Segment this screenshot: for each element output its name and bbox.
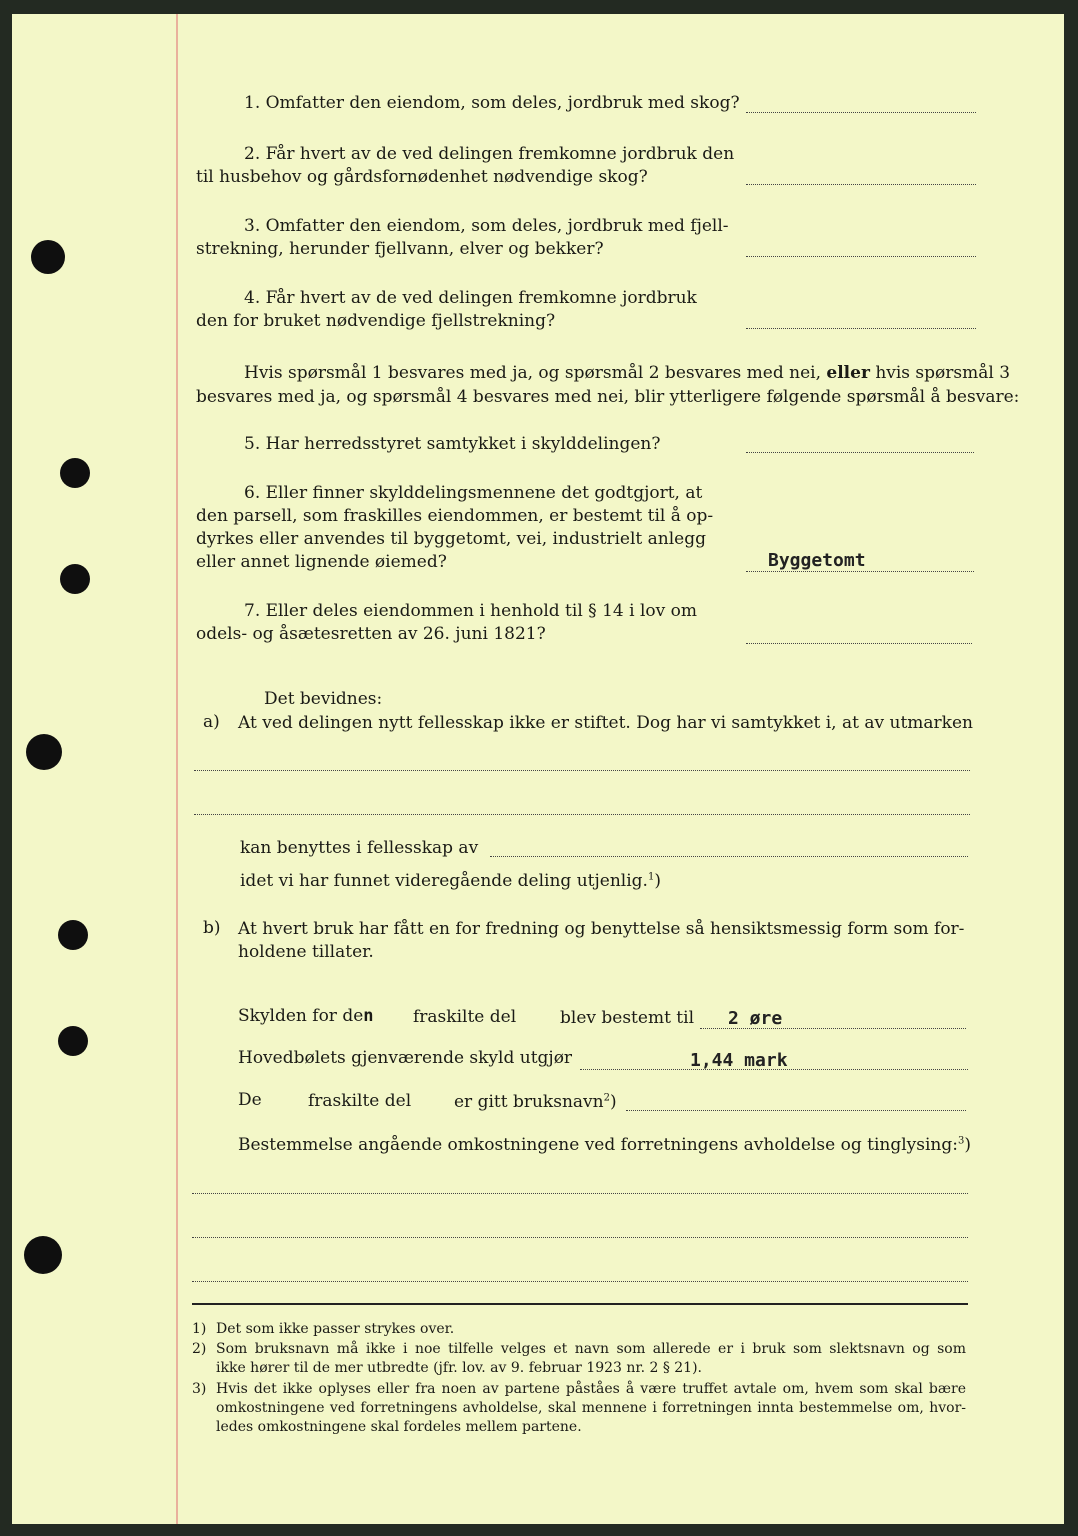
answer-line-q7 bbox=[746, 643, 972, 644]
hovedbol-label: Hovedbølets gjenværende skyld utgjør bbox=[238, 1048, 573, 1068]
question-3-line1: 3. Omfatter den eiendom, som deles, jordbruk med fjell- bbox=[244, 216, 729, 236]
punch-hole bbox=[26, 734, 62, 770]
blank-line-b3 bbox=[192, 1281, 968, 1282]
question-4-line1: 4. Får hvert av de ved delingen fremkomne jordbruk bbox=[244, 288, 697, 308]
footnote-1-line1: Det som ikke passer strykes over. bbox=[216, 1321, 455, 1337]
punch-hole bbox=[58, 1026, 88, 1056]
question-3-line2: strekning, herunder fjellvann, elver og bekker? bbox=[196, 239, 604, 259]
idet-text: idet vi har funnet videregående deling utjenlig.$^1$) bbox=[240, 871, 661, 891]
bruksnavn-label bbox=[454, 1091, 617, 1113]
skyld-hand-n: n bbox=[363, 1006, 374, 1026]
skyld-p1: Skylden for de bbox=[238, 1006, 364, 1026]
skyld-text-2: fraskilte del bbox=[413, 1007, 517, 1027]
question-2-line2: til husbehov og gårdsfornødenhet nødvendige skog? bbox=[196, 167, 648, 187]
hovedbol-value: 1,44 mark bbox=[690, 1050, 788, 1071]
item-b-line1: At hvert bruk har fått en for fredning og benyttelse så hensiktsmessig form som for- bbox=[238, 919, 965, 939]
conditional-bold-eller: eller bbox=[826, 363, 870, 383]
punch-hole bbox=[60, 458, 90, 488]
question-7-line2: odels- og åsætesretten av 26. juni 1821? bbox=[196, 624, 546, 644]
skyld-text-1 bbox=[238, 1005, 374, 1027]
bruksnavn-de: De bbox=[238, 1090, 262, 1110]
punch-hole bbox=[31, 240, 65, 274]
bruksnavn-line bbox=[626, 1110, 966, 1111]
answer-line-q3 bbox=[746, 256, 976, 257]
conditional-text-b: hvis spørsmål 3 bbox=[875, 363, 1011, 383]
answer-line-q2 bbox=[746, 184, 976, 185]
margin-line bbox=[176, 14, 178, 1524]
footnote-3-line3: ledes omkostningene skal fordeles mellem partene. bbox=[216, 1419, 582, 1435]
answer-line-q6 bbox=[746, 571, 974, 572]
bevidnes-heading: Det bevidnes: bbox=[264, 689, 383, 709]
bestemmelse-main: Bestemmelse angående omkostningene ved forretningens avholdelse og tinglysing: bbox=[238, 1135, 958, 1155]
footnote-rule bbox=[192, 1303, 968, 1305]
question-6-line2: den parsell, som fraskilles eiendommen, er bestemt til å op- bbox=[196, 506, 714, 526]
footnote-3-line1: Hvis det ikke oplyses eller fra noen av partene påståes å være truffet avtale om, hvem som skal bære bbox=[216, 1381, 966, 1397]
item-b-label: b) bbox=[203, 918, 221, 938]
skyld-value: 2 øre bbox=[728, 1008, 783, 1029]
question-1: 1. Omfatter den eiendom, som deles, jordbruk med skog? bbox=[244, 93, 740, 113]
blank-line-b1 bbox=[192, 1193, 968, 1194]
bruksnavn-sup: 2 bbox=[603, 1092, 610, 1104]
bruksnavn-close: ) bbox=[609, 1092, 617, 1112]
footnote-2-line1: Som bruksnavn må ikke i noe tilfelle velges et navn som allerede er i bruk som slektsnavn og som bbox=[216, 1341, 966, 1357]
question-5: 5. Har herredsstyret samtykket i skylddelingen? bbox=[244, 434, 661, 454]
idet-main: idet vi har funnet videregående deling utjenlig. bbox=[240, 871, 648, 891]
question-7-line1: 7. Eller deles eiendommen i henhold til § 14 i lov om bbox=[244, 601, 697, 621]
item-b-line2: holdene tillater. bbox=[238, 942, 374, 962]
conditional-text-a: Hvis spørsmål 1 besvares med ja, og spørsmål 2 besvares med nei, bbox=[244, 363, 821, 383]
footnote-1-mark: 1) bbox=[192, 1321, 207, 1337]
idet-sup: 1 bbox=[647, 871, 655, 883]
blank-line-a1 bbox=[194, 770, 970, 771]
answer-line-q4 bbox=[746, 328, 976, 329]
benyttes-text: kan benyttes i fellesskap av bbox=[240, 838, 479, 858]
footnote-2-mark: 2) bbox=[192, 1341, 207, 1357]
punch-hole bbox=[24, 1236, 62, 1274]
bruksnavn-text: er gitt bruksnavn bbox=[454, 1092, 604, 1112]
blank-line-b2 bbox=[192, 1237, 968, 1238]
conditional-line1 bbox=[244, 362, 1010, 384]
answer-q6-typed: Byggetomt bbox=[768, 550, 866, 571]
blank-line-a2 bbox=[194, 814, 970, 815]
conditional-line2: besvares med ja, og spørsmål 4 besvares med nei, blir ytterligere følgende spørsmål å besvare: bbox=[196, 387, 1020, 407]
punch-hole bbox=[58, 920, 88, 950]
bestemmelse-sup: 3 bbox=[957, 1135, 965, 1147]
question-6-line1: 6. Eller finner skylddelingsmennene det godtgjort, at bbox=[244, 483, 703, 503]
item-a-text: At ved delingen nytt fellesskap ikke er stiftet. Dog har vi samtykket i, at av utmarken bbox=[238, 713, 973, 733]
item-a-label: a) bbox=[203, 712, 220, 732]
footnote-2-line2: ikke hører til de mer utbredte (jfr. lov. av 9. februar 1923 nr. 2 § 21). bbox=[216, 1360, 703, 1376]
footnote-3-line2: omkostningene ved forretningens avholdelse, skal mennene i forretningen innta bestemmelse om, hvor- bbox=[216, 1400, 966, 1416]
question-4-line2: den for bruket nødvendige fjellstrekning? bbox=[196, 311, 556, 331]
question-6-line3: dyrkes eller anvendes til byggetomt, vei, industrielt anlegg bbox=[196, 529, 706, 549]
bestemmelse-text bbox=[238, 1134, 971, 1156]
bruksnavn-fraskilte: fraskilte del bbox=[308, 1091, 412, 1111]
benyttes-line bbox=[490, 856, 968, 857]
question-2-line1: 2. Får hvert av de ved delingen fremkomne jordbruk den bbox=[244, 144, 735, 164]
answer-line-q5 bbox=[746, 452, 974, 453]
punch-hole bbox=[60, 564, 90, 594]
bestemmelse-close: ) bbox=[964, 1135, 971, 1155]
question-6-line4: eller annet lignende øiemed? bbox=[196, 552, 447, 572]
answer-line-q1 bbox=[746, 112, 976, 113]
footnote-3-mark: 3) bbox=[192, 1381, 207, 1397]
skyld-text-3: blev bestemt til bbox=[560, 1008, 695, 1028]
